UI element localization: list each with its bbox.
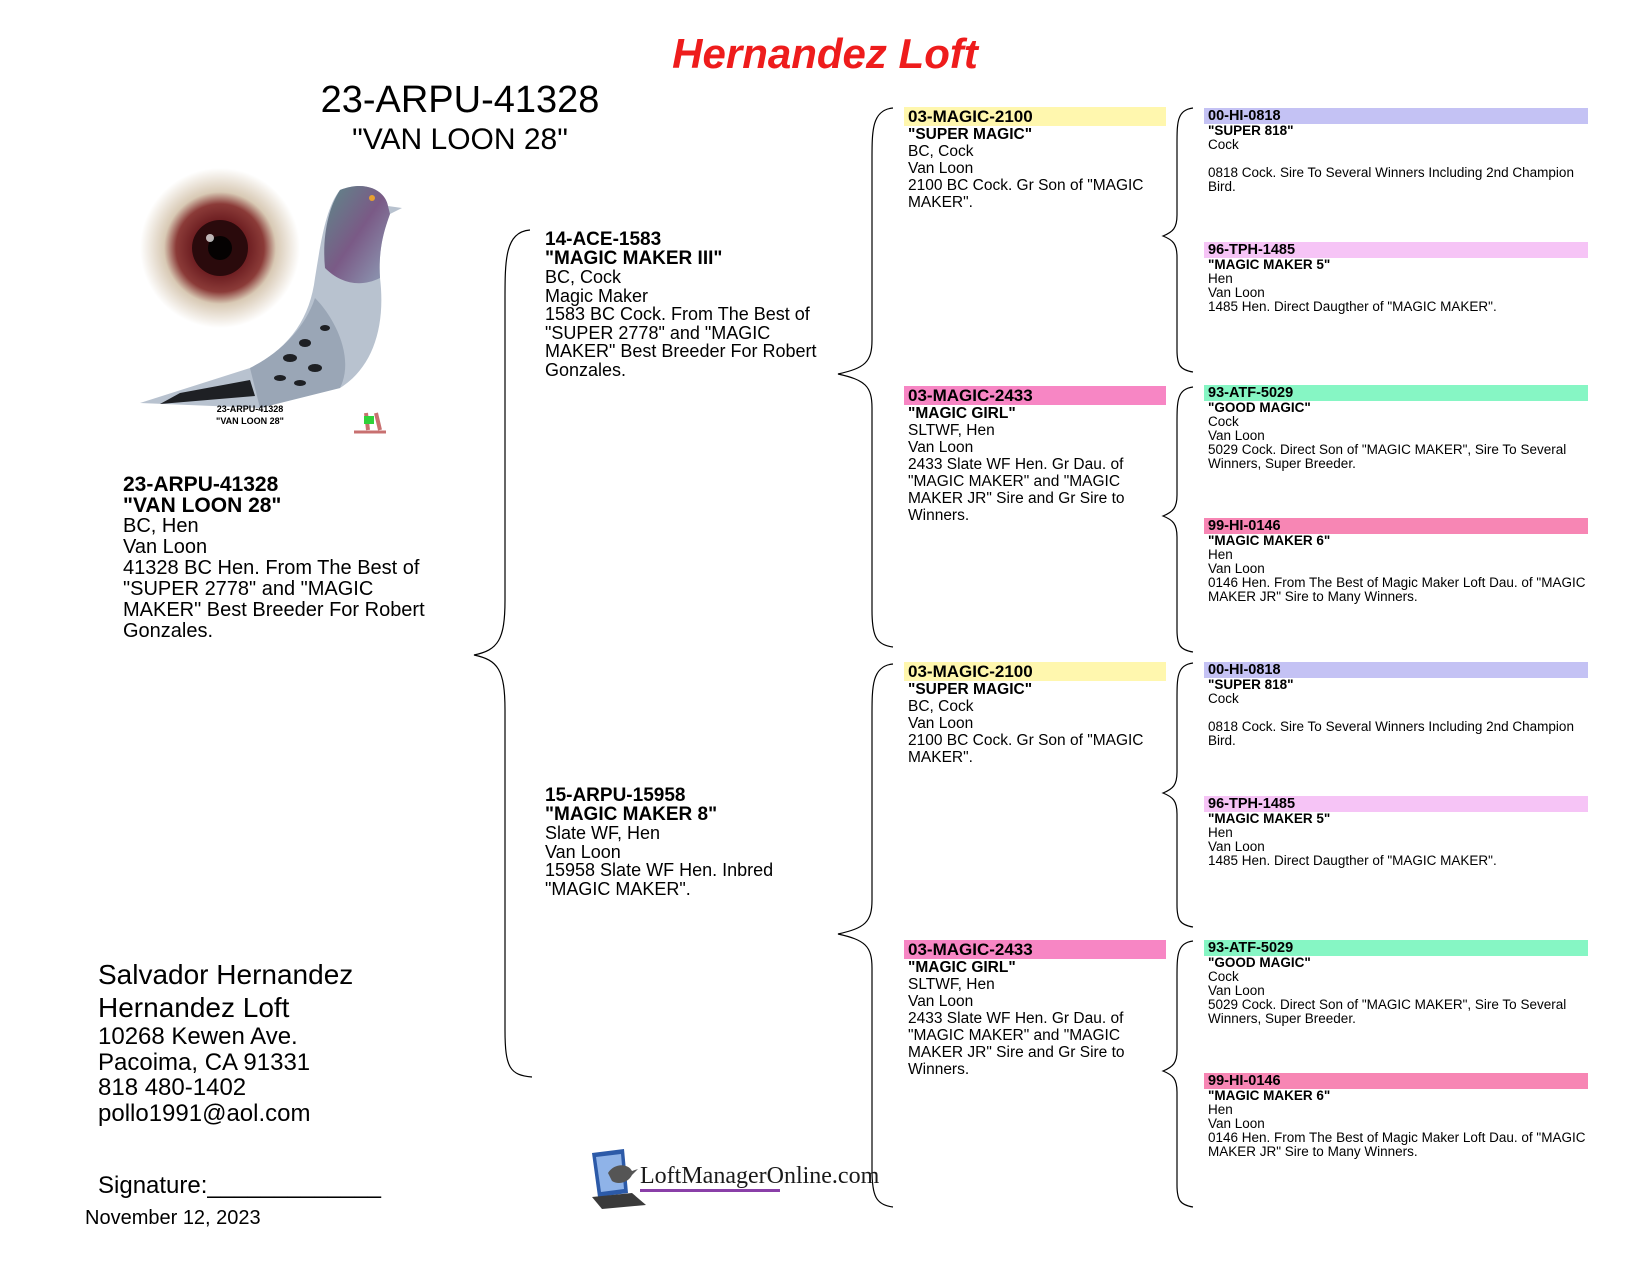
grandparent-name: "SUPER MAGIC" (908, 126, 1033, 143)
great-grandparent-notes: 5029 Cock. Direct Son of "MAGIC MAKER", Sire To Several Winners, Super Breeder. (1208, 442, 1567, 471)
great-grandparent-notes: 1485 Hen. Direct Daugther of "MAGIC MAKER". (1208, 853, 1497, 868)
bracket-sire (838, 108, 893, 647)
great-grandparent-color-sex: Hen (1208, 825, 1233, 840)
dam-notes: 15958 Slate WF Hen. Inbred "MAGIC MAKER". (545, 860, 774, 899)
grandparent-id: 03-MAGIC-2100 (904, 662, 1166, 681)
grandparent-color-sex: SLTWF, Hen (908, 976, 995, 993)
dam-color-sex: Slate WF, Hen (545, 823, 661, 843)
great-grandparent-name: "SUPER 818" (1208, 123, 1294, 138)
grandparent-id: 03-MAGIC-2100 (904, 107, 1166, 126)
dam-name: "MAGIC MAKER 8" (545, 803, 718, 825)
great-grandparent-color-sex: Cock (1208, 414, 1239, 429)
bracket-gp-2 (1163, 663, 1193, 927)
great-grandparent-name: "MAGIC MAKER 6" (1208, 533, 1331, 548)
great-grandparent-notes: 0818 Cock. Sire To Several Winners Including 2nd Champion Bird. (1208, 165, 1574, 194)
grandparent-name: "MAGIC GIRL" (908, 405, 1016, 422)
great-grandparent-name: "MAGIC MAKER 5" (1208, 811, 1331, 826)
great-grandparent-id: 93-ATF-5029 (1204, 940, 1588, 956)
great-grandparent-strain: Van Loon (1208, 983, 1265, 998)
great-grandparent-id: 00-HI-0818 (1204, 108, 1588, 124)
grandparent-notes: 2433 Slate WF Hen. Gr Dau. of "MAGIC MAKER" and "MAGIC MAKER JR" Sire and Gr Sire to Winners. (908, 456, 1125, 524)
bracket-subject (474, 230, 532, 1077)
sire-name: "MAGIC MAKER III" (545, 247, 723, 269)
great-grandparent-color-sex: Hen (1208, 547, 1233, 562)
great-grandparent-color-sex: Cock (1208, 691, 1239, 706)
loft-title: Hernandez Loft (672, 30, 978, 77)
grandparent-strain: Van Loon (908, 160, 974, 177)
laptop-logo-icon (588, 1143, 880, 1209)
subject-id: 23-ARPU-41328 (123, 473, 279, 496)
dam-strain: Van Loon (545, 841, 621, 862)
great-grandparent-id: 99-HI-0146 (1204, 518, 1588, 534)
great-grandparent-notes: 0146 Hen. From The Best of Magic Maker Loft Dau. of "MAGIC MAKER JR" Sire to Many Winners. (1208, 1130, 1586, 1159)
great-grandparent-id: 96-TPH-1485 (1204, 242, 1588, 258)
great-grandparent-strain: Van Loon (1208, 561, 1265, 576)
bracket-gp-3 (1163, 941, 1193, 1207)
photo-caption-id: 23-ARPU-41328 (216, 404, 284, 414)
grandparent-id: 03-MAGIC-2433 (904, 386, 1166, 405)
great-grandparent-id: 99-HI-0146 (1204, 1073, 1588, 1089)
great-grandparent-id: 00-HI-0818 (1204, 662, 1588, 678)
loftmanager-logo (588, 1143, 880, 1209)
subject-color-sex: BC, Hen (123, 515, 199, 537)
grandparent-notes: 2100 BC Cock. Gr Son of "MAGIC MAKER". (908, 177, 1144, 211)
owner-city: Pacoima, CA 91331 (98, 1048, 311, 1076)
great-grandparent-id: 96-TPH-1485 (1204, 796, 1588, 812)
great-grandparent-strain: Van Loon (1208, 428, 1265, 443)
grandparent-color-sex: BC, Cock (908, 698, 974, 715)
logo-text: LoftManagerOnline.com (640, 1163, 880, 1189)
photo-caption-name: "VAN LOON 28" (216, 416, 284, 426)
great-grandparent-color-sex: Cock (1208, 969, 1239, 984)
great-grandparent-strain: Van Loon (1208, 839, 1265, 854)
great-grandparent-color-sex: Cock (1208, 137, 1239, 152)
great-grandparent-name: "GOOD MAGIC" (1208, 400, 1311, 415)
bracket-gp-0 (1163, 108, 1193, 372)
great-grandparent-color-sex: Hen (1208, 1102, 1233, 1117)
print-date: November 12, 2023 (85, 1207, 261, 1229)
grandparent-notes: 2433 Slate WF Hen. Gr Dau. of "MAGIC MAKER" and "MAGIC MAKER JR" Sire and Gr Sire to Winners. (908, 1010, 1125, 1078)
great-grandparent-notes: 0818 Cock. Sire To Several Winners Including 2nd Champion Bird. (1208, 719, 1574, 748)
owner-loft: Hernandez Loft (98, 992, 290, 1023)
dam-id: 15-ARPU-15958 (545, 785, 686, 806)
sire-strain: Magic Maker (545, 285, 649, 306)
owner-name: Salvador Hernandez (98, 959, 354, 990)
owner-email: pollo1991@aol.com (98, 1099, 311, 1127)
great-grandparent-id: 93-ATF-5029 (1204, 385, 1588, 401)
subject-notes: 41328 BC Hen. From The Best of "SUPER 2778" and "MAGIC MAKER" Best Breeder For Robert Gonzales. (123, 557, 425, 642)
great-grandparent-notes: 0146 Hen. From The Best of Magic Maker Loft Dau. of "MAGIC MAKER JR" Sire to Many Winners. (1208, 575, 1586, 604)
great-grandparent-color-sex: Hen (1208, 271, 1233, 286)
great-grandparent-strain: Van Loon (1208, 1116, 1265, 1131)
subject-strain: Van Loon (123, 536, 208, 558)
owner-address: 10268 Kewen Ave. (98, 1023, 298, 1050)
grandparent-strain: Van Loon (908, 715, 974, 732)
owner-info (98, 958, 353, 1126)
grandparent-strain: Van Loon (908, 993, 974, 1010)
great-grandparent-notes: 1485 Hen. Direct Daugther of "MAGIC MAKER". (1208, 299, 1497, 314)
signature-line: Signature:_____________ (98, 1172, 381, 1199)
grandparent-id: 03-MAGIC-2433 (904, 940, 1166, 959)
grandparent-notes: 2100 BC Cock. Gr Son of "MAGIC MAKER". (908, 732, 1144, 766)
sire-notes: 1583 BC Cock. From The Best of "SUPER 2778" and "MAGIC MAKER" Best Breeder For Robert Gonzales. (545, 304, 817, 380)
subject-band-name: "VAN LOON 28" (352, 123, 568, 156)
sire-color-sex: BC, Cock (545, 267, 622, 287)
great-grandparent-name: "SUPER 818" (1208, 677, 1294, 692)
subject-band-id: 23-ARPU-41328 (320, 79, 600, 121)
great-grandparent-strain: Van Loon (1208, 285, 1265, 300)
bracket-gp-1 (1163, 387, 1193, 652)
subject-name: "VAN LOON 28" (123, 494, 282, 517)
grandparent-name: "MAGIC GIRL" (908, 959, 1016, 976)
sire-id: 14-ACE-1583 (545, 229, 662, 250)
owner-phone: 818 480-1402 (98, 1074, 247, 1101)
grandparent-color-sex: SLTWF, Hen (908, 422, 995, 439)
grandparent-name: "SUPER MAGIC" (908, 681, 1033, 698)
great-grandparent-name: "MAGIC MAKER 5" (1208, 257, 1331, 272)
great-grandparent-name: "MAGIC MAKER 6" (1208, 1088, 1331, 1103)
great-grandparent-notes: 5029 Cock. Direct Son of "MAGIC MAKER", Sire To Several Winners, Super Breeder. (1208, 997, 1567, 1026)
grandparent-color-sex: BC, Cock (908, 143, 974, 160)
grandparent-strain: Van Loon (908, 439, 974, 456)
great-grandparent-name: "GOOD MAGIC" (1208, 955, 1311, 970)
bracket-dam (838, 664, 893, 1207)
